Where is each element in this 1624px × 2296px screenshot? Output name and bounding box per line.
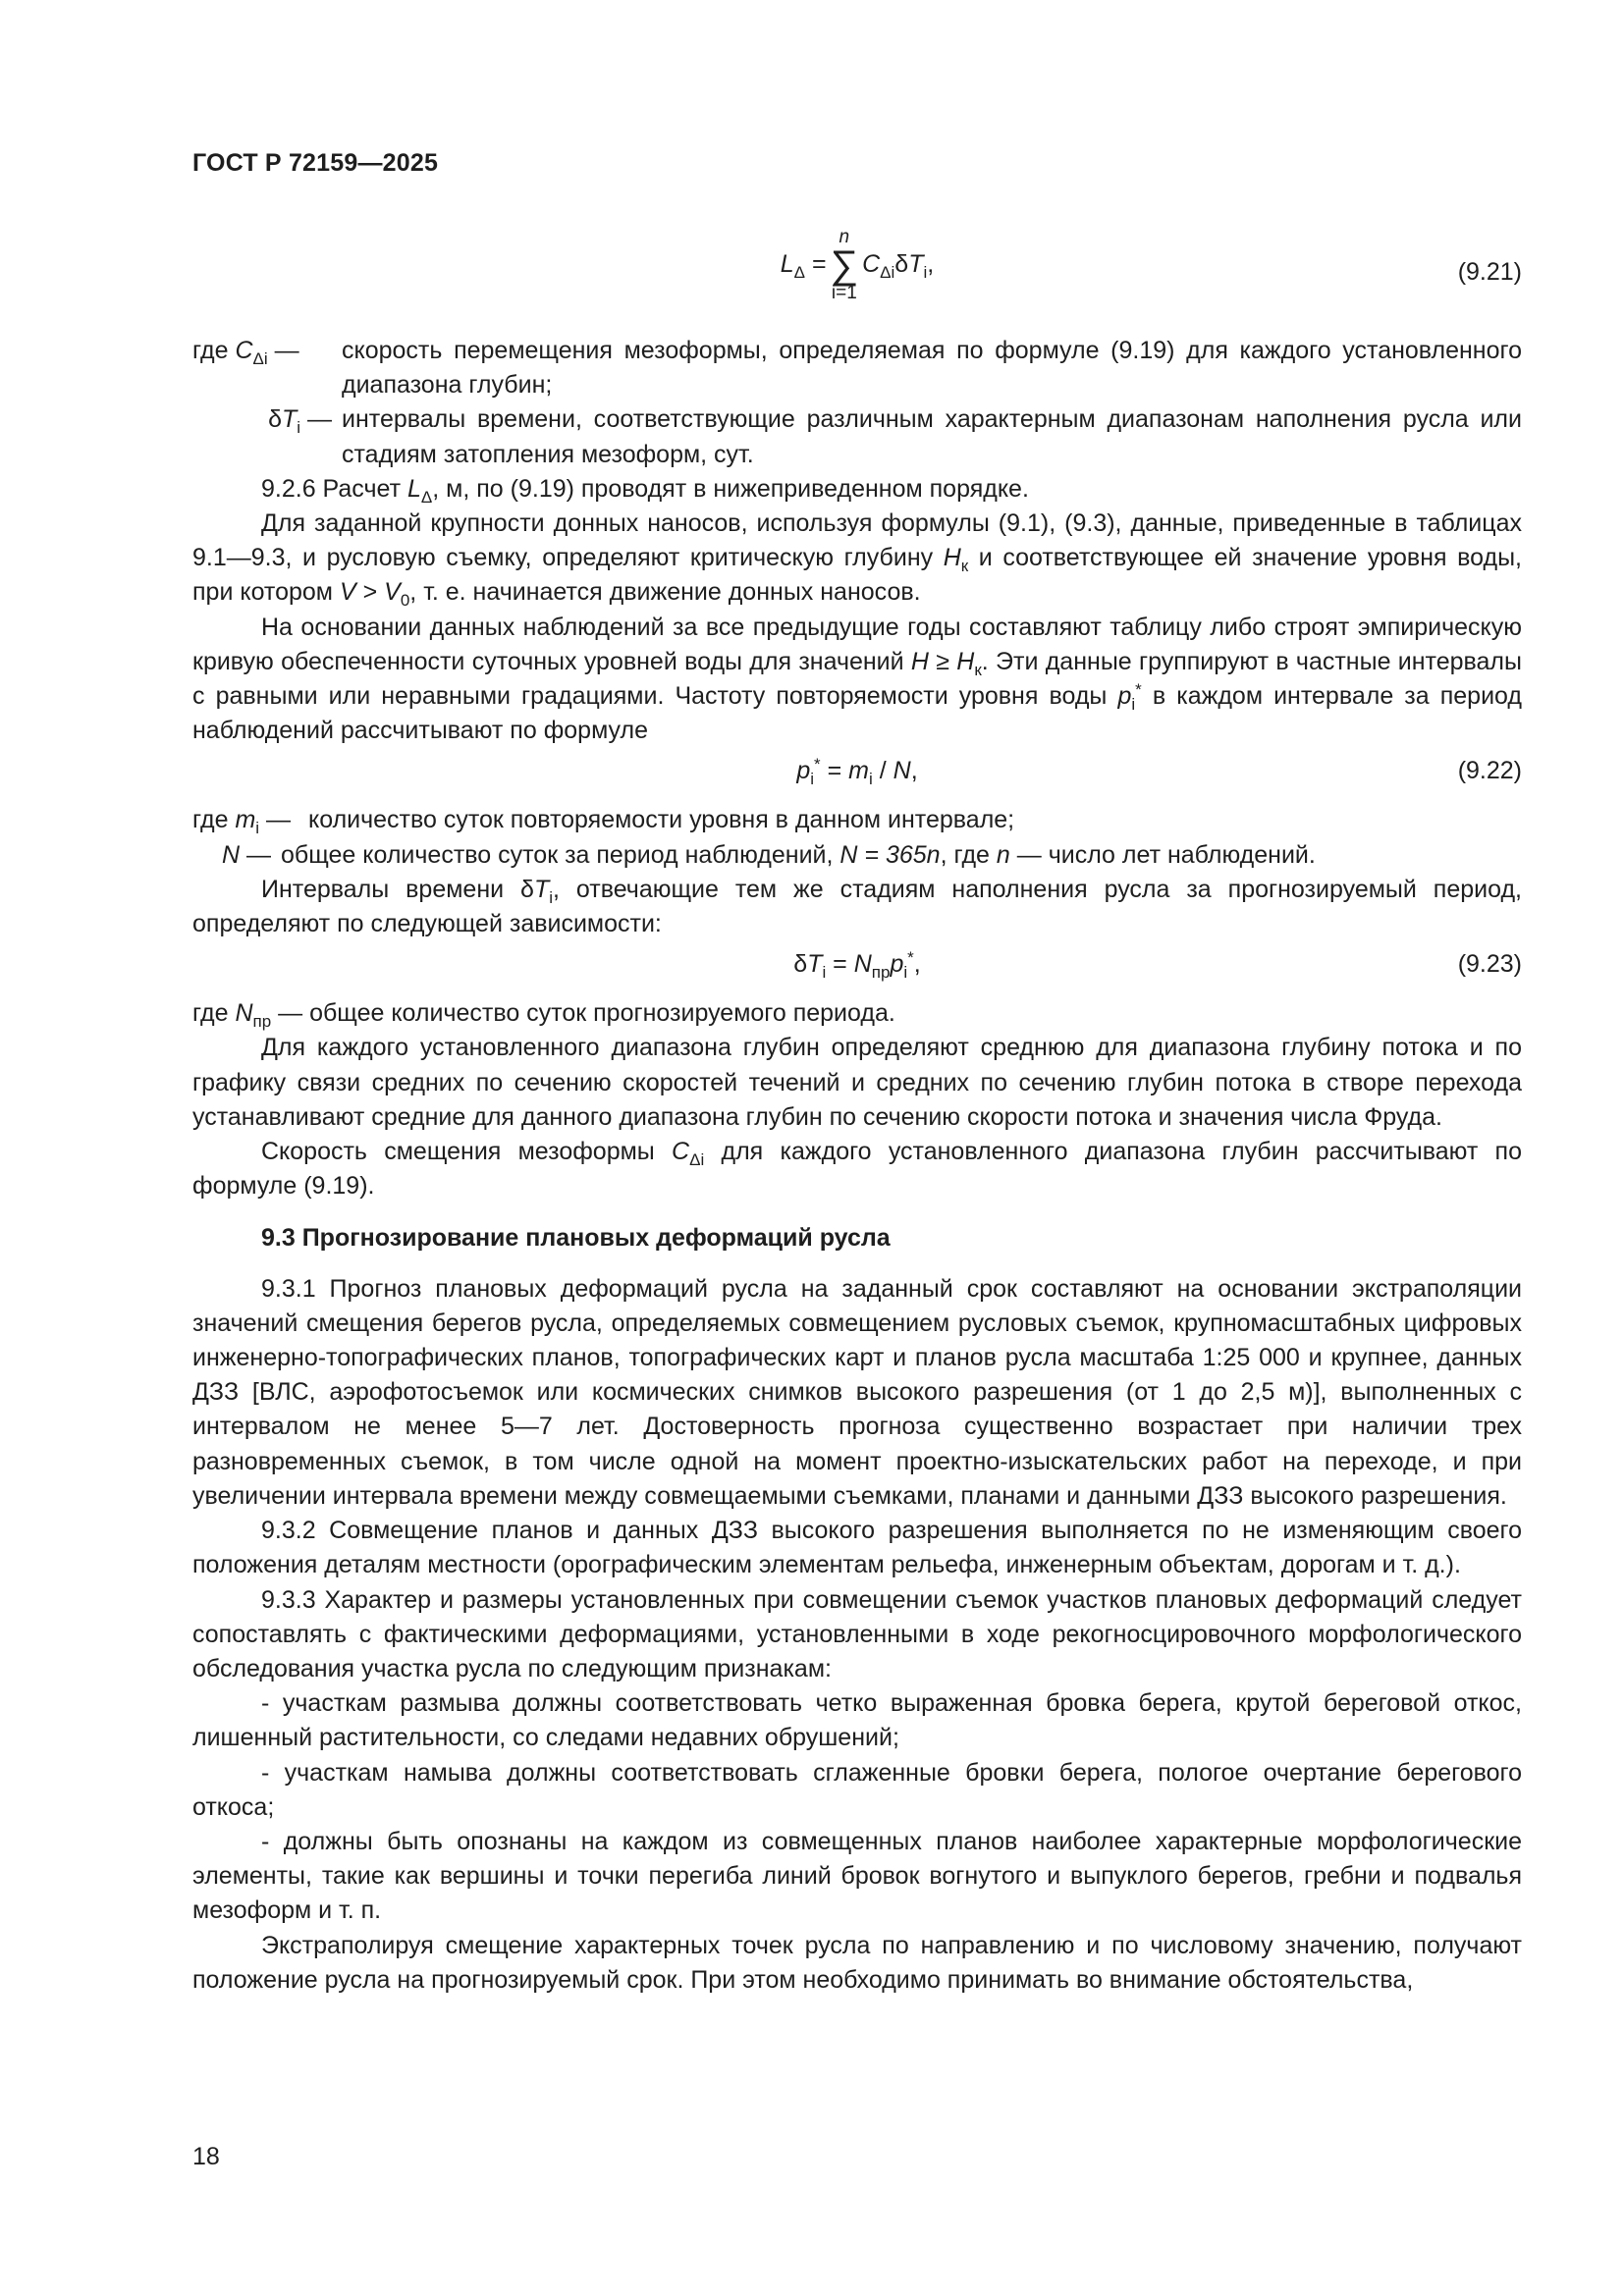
section-title-9-3: 9.3 Прогнозирование плановых деформаций русла	[261, 1224, 891, 1253]
definition-row: N — общее количество суток за период наблюдений, N = 365n, где n — число лет наблюдений.	[221, 840, 1316, 869]
paragraph-intervaly: Интервалы времени $\delta T_i$, отвечающие тем же стадиям наполнения русла за прогнозируемый период, определяют по следующей зависимости:	[192, 875, 1522, 938]
formula-9-21-expression: $L_\Delta$ = n ∑ i=1 $C_{\Delta i}\delta T_i$,	[780, 227, 935, 303]
formula-number: (9.21)	[1457, 258, 1522, 286]
sum-operator: n ∑ i=1	[830, 227, 859, 303]
formula-9-22	[192, 754, 1522, 797]
formula-number: (9.23)	[1457, 950, 1522, 979]
definition-row: $\delta T_i$ — интервалы времени, соответствующие различным характерным диапазонам наполнения русла или стадиям затопления мезоформ, сут.	[268, 405, 1522, 468]
formula-9-23-expression: $\delta T_i = N_{пр}p_i^*$,	[793, 948, 921, 983]
formula-9-21	[192, 228, 1522, 332]
page-number: 18	[192, 2143, 220, 2170]
formula-9-23	[192, 947, 1522, 990]
paragraph-extrapol: Экстраполируя смещение характерных точек русла по направлению и по числовому значению, получают положение русла на прогнозируемый срок. При этом необходимо принимать во внимание обстоятельства,	[192, 1931, 1522, 1994]
definition-row: где $C_{\Delta i}$ — скорость перемещения мезоформы, определяемая по формуле (9.19) для каждого установленного диапазона глубин;	[192, 337, 1522, 400]
definition-row: где $m_i$ — количество суток повторяемости уровня в данном интервале;	[192, 806, 1015, 838]
formula-number: (9.22)	[1457, 757, 1522, 785]
bullet-item: - должны быть опознаны на каждом из совмещенных планов наиболее характерные морфологические элементы, такие как вершины и точки перегиба линий бровок вогнутого и выпуклого берегов, гребни и подвалья мезоформ и т. п.	[192, 1827, 1522, 1925]
paragraph-osnovanie: На основании данных наблюдений за все предыдущие годы составляют таблицу либо строят эмпирическую кривую обеспеченности суточных уровней воды для значений $H \ge H_к$. Эти данные группируют в частные интервалы с равными или неравными градациями. Частоту повторяемости уровня воды $p_i^*$ в каждом интервале за период наблюдений рассчитывают по формуле	[192, 613, 1522, 745]
definition-npr: где $N_{пр}$ — общее количество суток прогнозируемого периода.	[192, 999, 895, 1032]
paragraph-9-2-6: 9.2.6 Расчет $L_\Delta$, м, по (9.19) проводят в нижеприведенном порядке.	[261, 474, 1029, 507]
paragraph-krupnost: Для заданной крупности донных наносов, используя формулы (9.1), (9.3), данные, приведенные в таблицах 9.1—9.3, и русловую съемку, определяют критическую глубину $H_к$ и соответствующее ей значение уровня воды, при котором $V > V_0$, т. е. начинается движение донных наносов.	[192, 509, 1522, 611]
bullet-item: - участкам размыва должны соответствовать четко выраженная бровка берега, крутой береговой откос, лишенный растительности, со следами недавних обрушений;	[192, 1689, 1522, 1752]
paragraph-9-3-1: 9.3.1 Прогноз плановых деформаций русла на заданный срок составляют на основании экстраполяции значений смещения берегов русла, определяемых совмещением русловых съемок, крупномасштабных цифровых инженерно-топографических планов, топографических карт и планов русла масштаба 1:25 000 и крупнее, данных ДЗЗ [ВЛС, аэрофотосъемок или космических снимков высокого разрешения (от 1 до 2,5 м)], выполненных с интервалом не менее 5—7 лет. Достоверность прогноза существенно возрастает при наличии трех разновременных съемок, в том числе одной на момент проектно-изыскательских работ на переходе, и при увеличении интервала времени между совмещаемыми съемками, планами и данными ДЗЗ высокого разрешения.	[192, 1274, 1522, 1510]
bullet-item: - участкам намыва должны соответствовать сглаженные бровки берега, пологое очертание берегового откоса;	[192, 1758, 1522, 1821]
paragraph-9-3-2: 9.3.2 Совмещение планов и данных ДЗЗ высокого разрешения выполняется по не изменяющим своего положения деталям местности (орографическим элементам рельефа, инженерным объектам, дорогам и т. д.).	[192, 1517, 1522, 1579]
paragraph-diapazon: Для каждого установленного диапазона глубин определяют среднюю для диапазона глубину потока и по графику связи средних по сечению скоростей течений и средних по сечению глубин потока в створе перехода устанавливают средние для данного диапазона глубин по сечению скорости потока и значения числа Фруда.	[192, 1034, 1522, 1131]
page-body	[192, 228, 1522, 1998]
paragraph-skorost: Скорость смещения мезоформы $C_{\Delta i}$ для каждого установленного диапазона глубин рассчитывают по формуле (9.19).	[192, 1138, 1522, 1201]
document-header: ГОСТ Р 72159—2025	[192, 149, 439, 177]
formula-9-22-expression: $p_i^* = m_i / N$,	[796, 755, 918, 789]
paragraph-9-3-3: 9.3.3 Характер и размеры установленных при совмещении съемок участков плановых деформаций следует сопоставлять с фактическими деформациями, установленными в ходе рекогносцировочного морфологического обследования участка русла по следующим признакам:	[192, 1585, 1522, 1682]
